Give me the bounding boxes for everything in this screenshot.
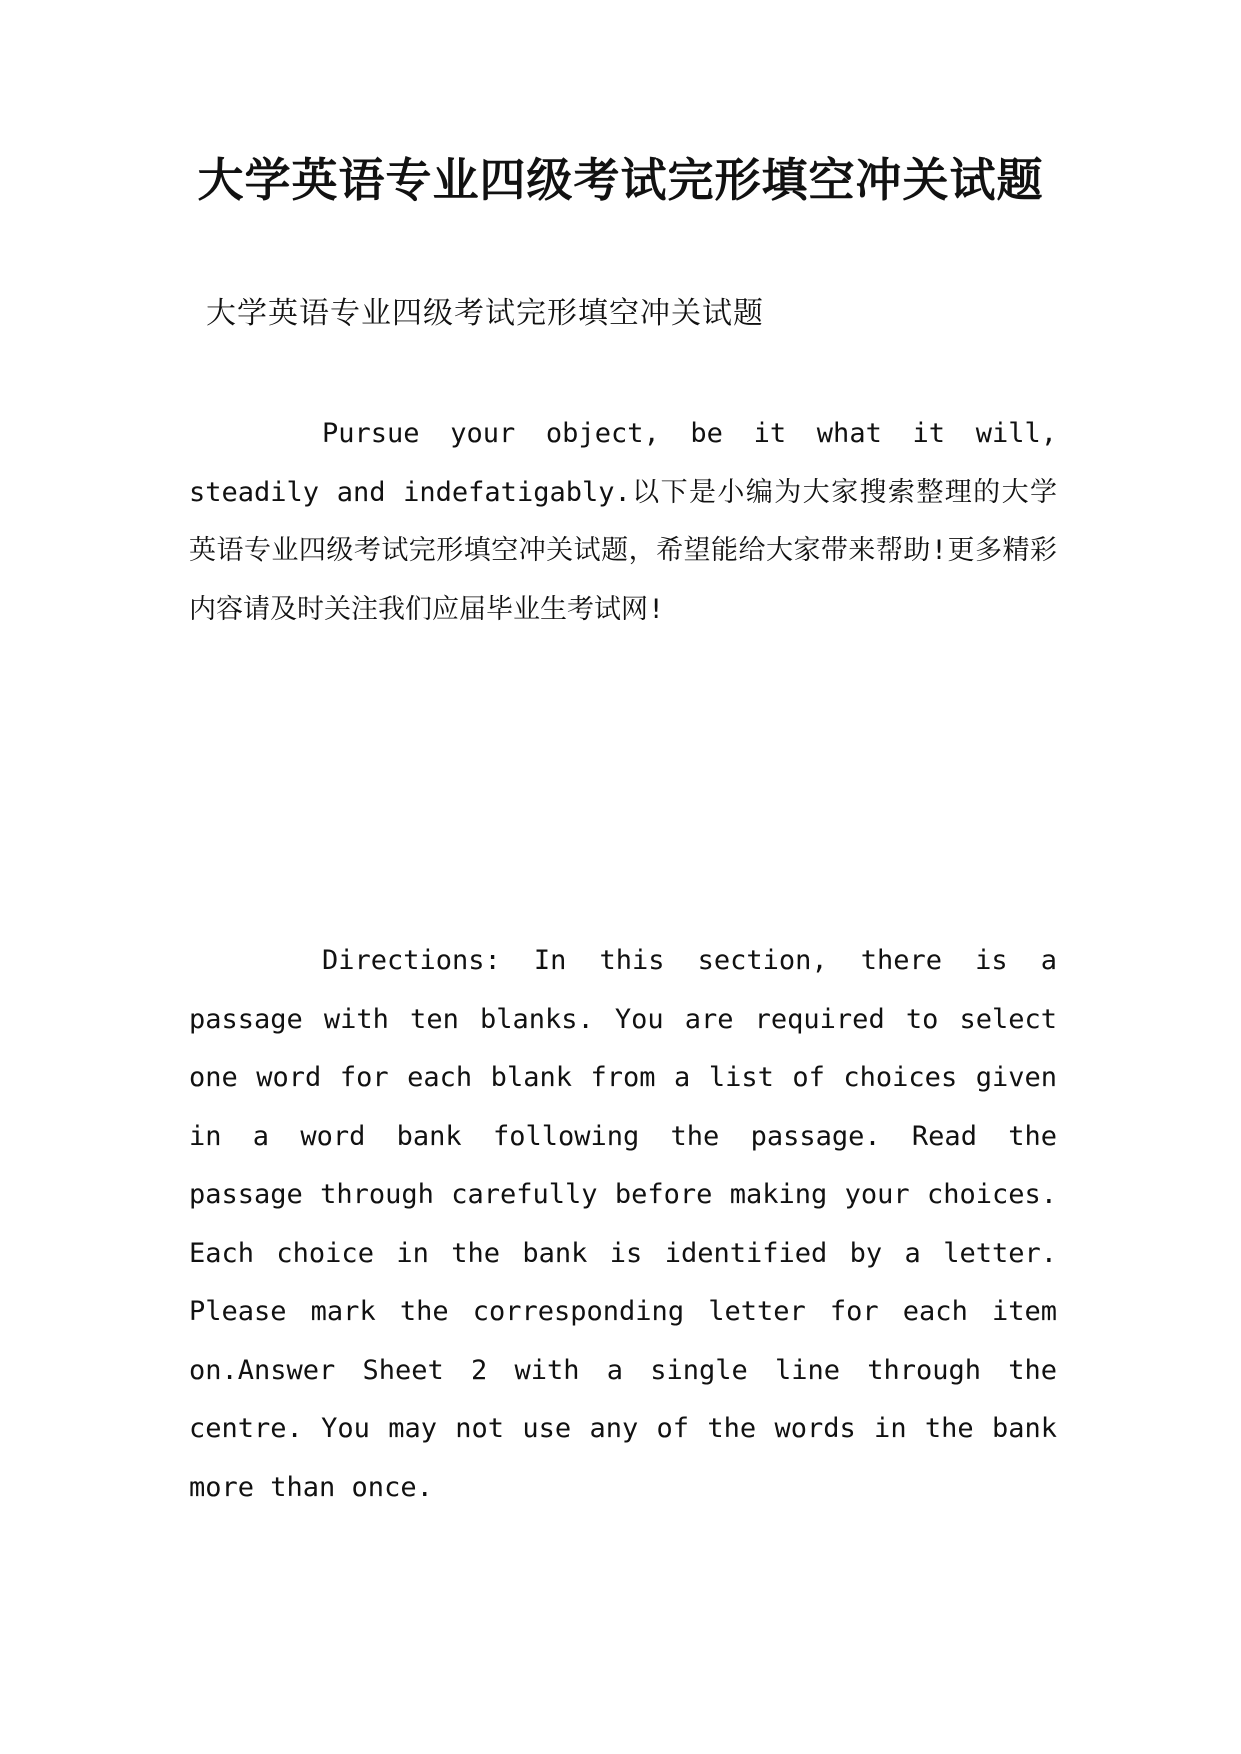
intro-paragraph: Pursue your object, be it what it will, steadily and indefatigably.以下是小编为大家搜索整理的大学英语专业四级考试完形填空冲关试题，希望能给大家带来帮助!更多精彩内容请及时关注我们应届毕业生考试网! (189, 418, 1057, 625)
directions-paragraph: Directions: In this section, there is a passage with ten blanks. You are required to select one word for each blank from a list of choices given in a word bank following the passage. Read the passage through carefully before making your choices. Each choice in the bank is identified by a letter. Please mark the corresponding letter for each item on.Answer Sheet 2 with a single line through the centre. You may not use any of the words in the bank more than once. (189, 945, 1057, 1503)
document-title: 大学英语专业四级考试完形填空冲关试题 (197, 153, 1044, 207)
document-subtitle: 大学英语专业四级考试完形填空冲关试题 (206, 296, 764, 331)
